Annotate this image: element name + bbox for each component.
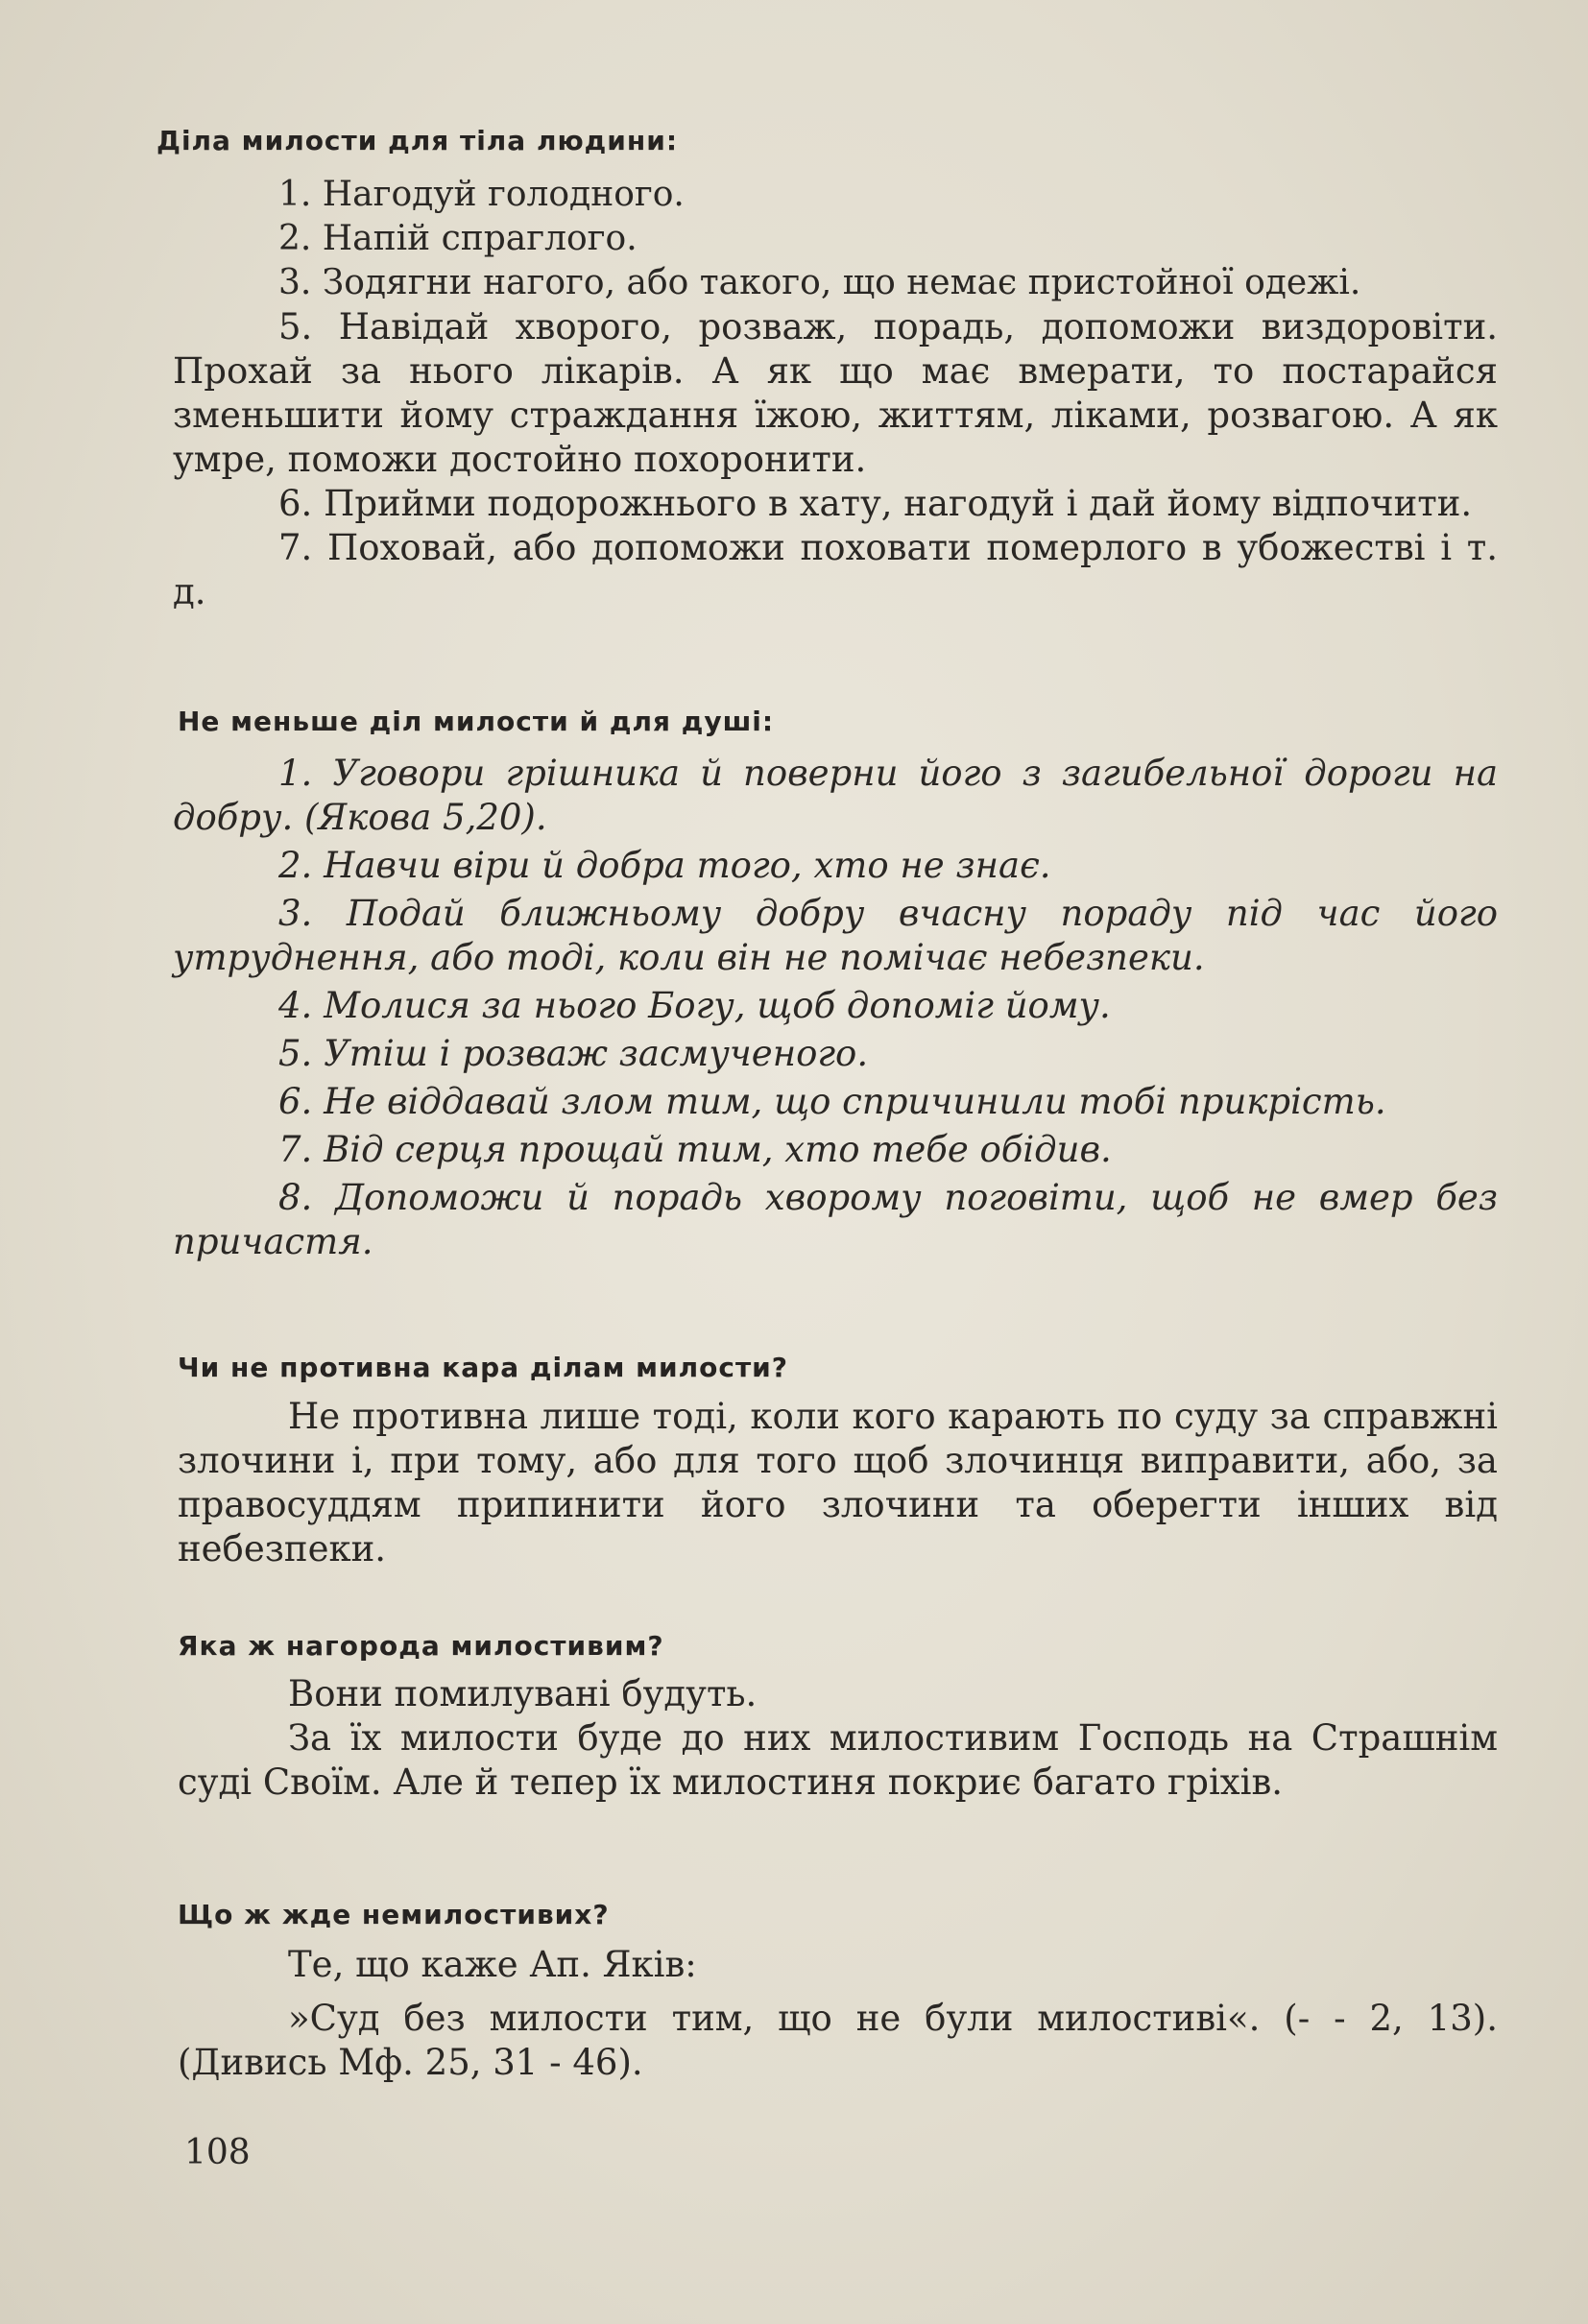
list-item: 7. Від серця прощай тим, хто тебе обідив. — [278, 1129, 1112, 1170]
list-item: 5. Утіш і розваж засмученого. — [278, 1033, 869, 1074]
list-item: 6. Не віддавай злом тим, що спричинили тобі прикрість. — [278, 1081, 1386, 1122]
list-item: 2. Напій спраглого. — [278, 219, 638, 258]
list-item: 8. Допоможи й порадь хворому поговіти, щоб не вмер без причастя. — [173, 1177, 1498, 1262]
section-body — [178, 1672, 1498, 1805]
list-item: 2. Навчи віри й добра того, хто не знає. — [278, 845, 1051, 886]
section-body — [178, 1395, 1498, 1571]
paragraph: Вони помилувані будуть. — [288, 1673, 758, 1714]
list-item: 4. Молися за нього Богу, щоб допоміг йому. — [278, 985, 1111, 1026]
list-item: 7. Поховай, або допоможи поховати померлого в убожестві і т. д. — [173, 527, 1498, 612]
section-body — [173, 173, 1498, 614]
list-item: 5. Навідай хворого, розваж, порадь, допоможи виздоровіти. Прохай за нього лікарів. А як що має вмерати, то постарайся зменьшити йому страждання їжою, життям, ліками, розвагою. А як умре, поможи достойно похоронити. — [173, 306, 1498, 480]
paragraph: Те, що каже Ап. Яків: — [288, 1944, 697, 1985]
page-number: 108 — [184, 2133, 251, 2172]
paragraph: Не противна лише тоді, коли кого карають по суду за справжні злочини і, при тому, або для того щоб злочинця виправити, або, за правосуддям припинити його злочини та оберегти інших від небезпеки. — [178, 1396, 1498, 1569]
paragraph: »Суд без милости тим, що не були милостиві«. (- - 2, 13). (Дивись Мф. 25, 31 - 46). — [178, 1998, 1498, 2083]
list-item: 3. Подай ближньому добру вчасну пораду під час його утруднення, або тоді, коли він не помічає небезпеки. — [173, 893, 1498, 978]
section-heading: Не меньше діл милости й для душі: — [178, 706, 775, 737]
list-item: 1. Уговори грішника й поверни його з загибельної дороги на добру. (Якова 5,20). — [173, 753, 1498, 838]
section-heading: Що ж жде немилостивих? — [178, 1899, 610, 1930]
list-item: 6. Прийми подорожнього в хату, нагодуй і дай йому відпочити. — [278, 483, 1473, 524]
section-body — [173, 752, 1498, 1264]
section-heading: Яка ж нагорода милостивим? — [178, 1630, 664, 1662]
list-item: 3. Зодягни нагого, або такого, що немає пристойної одежі. — [278, 263, 1361, 302]
list-item: 1. Нагодуй голодного. — [278, 175, 685, 214]
section-heading: Чи не противна кара ділам милости? — [178, 1352, 789, 1383]
section-heading: Діла милости для тіла людини: — [156, 125, 679, 156]
paragraph: За їх милости буде до них милостивим Господь на Страшнім суді Своїм. Але й тепер їх милостиня покриє багато гріхів. — [178, 1717, 1498, 1803]
section-body — [178, 1943, 1498, 2085]
